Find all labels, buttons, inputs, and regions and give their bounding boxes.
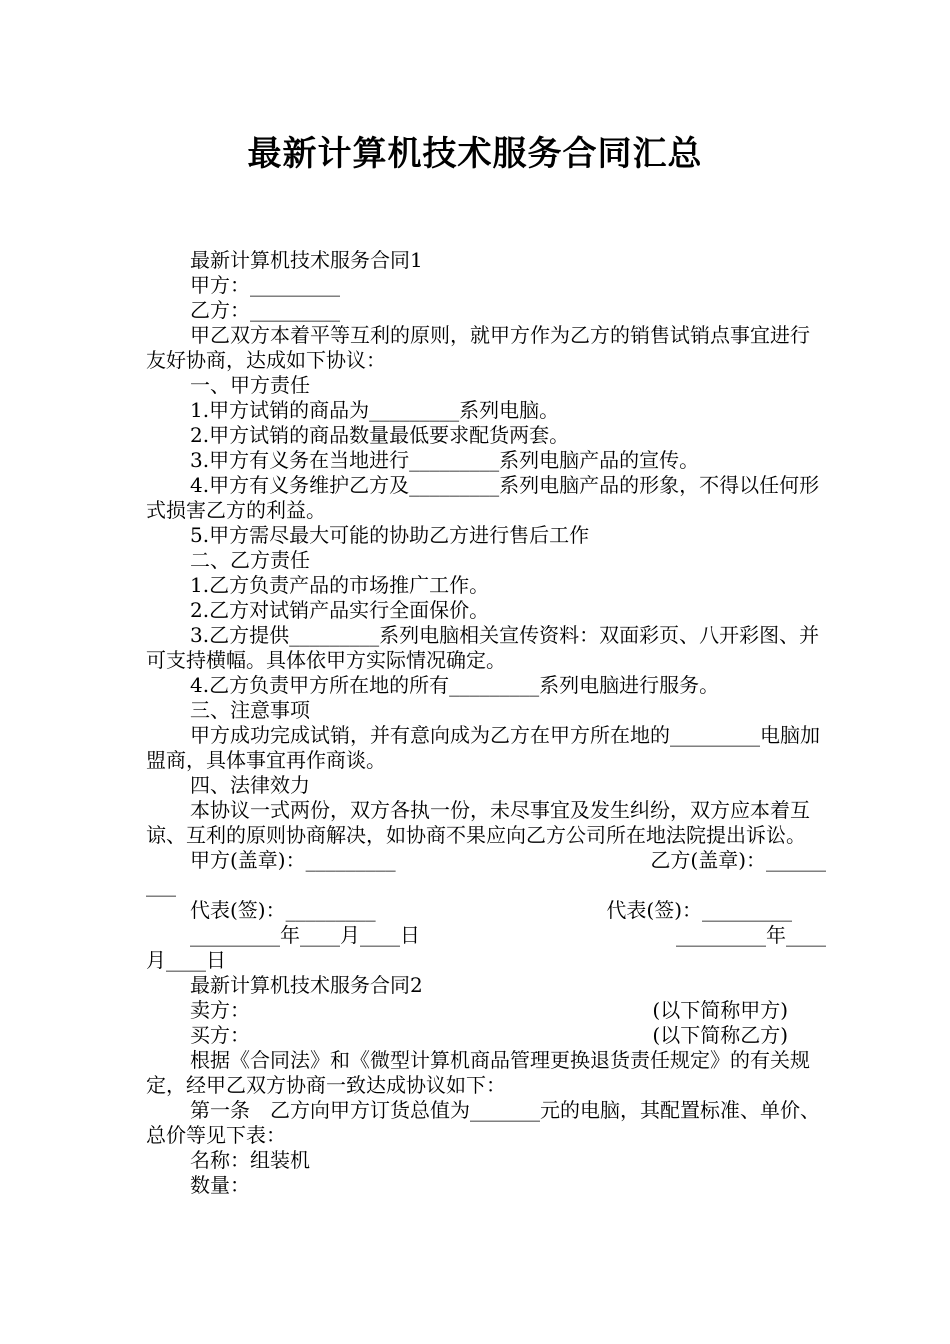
section2-item: 1.乙方负责产品的市场推广工作。 bbox=[190, 573, 490, 597]
product-name: 名称：组装机 bbox=[190, 1148, 310, 1172]
section1-item: 3.甲方有义务在当地进行_________系列电脑产品的宣传。 bbox=[190, 448, 700, 472]
contract2-heading: 最新计算机技术服务合同2 bbox=[190, 973, 423, 997]
contract2-intro: 根据《合同法》和《微型计算机商品管理更换退货责任规定》的有关规定，经甲乙双方协商一致达成协议如下： bbox=[146, 1048, 810, 1097]
section3-text: 甲方成功完成试销，并有意向成为乙方在甲方所在地的_________电脑加盟商，具体事宜再作商谈。 bbox=[146, 723, 820, 772]
section1-title: 一、甲方责任 bbox=[190, 373, 310, 397]
section2-item: 4.乙方负责甲方所在地的所有_________系列电脑进行服务。 bbox=[190, 673, 720, 697]
party-b-date: _________年____ bbox=[676, 923, 826, 947]
party-b-line: 乙方：_________ bbox=[190, 298, 340, 322]
contract1-heading: 最新计算机技术服务合同1 bbox=[190, 248, 423, 272]
section1-item: 2.甲方试销的商品数量最低要求配货两套。 bbox=[190, 423, 570, 447]
seller-row bbox=[146, 998, 826, 1023]
section4-title: 四、法律效力 bbox=[190, 773, 310, 797]
buyer-note: (以下简称乙方) bbox=[652, 1023, 788, 1047]
date-row bbox=[146, 923, 826, 948]
party-a-representative: 代表(签)：_________ bbox=[190, 898, 376, 922]
party-b-representative: 代表(签)：_________ bbox=[606, 898, 792, 922]
buyer-row bbox=[146, 1023, 826, 1048]
section2-item: 3.乙方提供_________系列电脑相关宣传资料：双面彩页、八开彩图、并可支持横幅。具体依甲方实际情况确定。 bbox=[146, 623, 820, 672]
document-title: 最新计算机技术服务合同汇总 bbox=[247, 134, 703, 174]
contract2-article1: 第一条 乙方向甲方订货总值为_______元的电脑，其配置标准、单价、总价等见下表： bbox=[146, 1098, 820, 1147]
section4-text: 本协议一式两份，双方各执一份，未尽事宜及发生纠纷，双方应本着互谅、互利的原则协商解决，如协商不果应向乙方公司所在地法院提出诉讼。 bbox=[146, 798, 810, 847]
section3-title: 三、注意事项 bbox=[190, 698, 310, 722]
seller-label: 卖方： bbox=[190, 998, 250, 1022]
representative-row bbox=[146, 898, 826, 923]
seller-note: (以下简称甲方) bbox=[652, 998, 788, 1022]
party-a-seal: 甲方(盖章)：_________ bbox=[190, 848, 396, 872]
section1-item: 5.甲方需尽最大可能的协助乙方进行售后工作 bbox=[190, 523, 590, 547]
section2-item: 2.乙方对试销产品实行全面保价。 bbox=[190, 598, 490, 622]
party-b-seal: 乙方(盖章)：______ bbox=[650, 848, 826, 872]
party-a-line: 甲方：_________ bbox=[190, 273, 340, 297]
party-a-date: _________年____月____日 bbox=[190, 923, 420, 947]
seal-row bbox=[146, 848, 826, 873]
buyer-label: 买方： bbox=[190, 1023, 250, 1047]
product-quantity: 数量： bbox=[190, 1173, 250, 1197]
party-b-seal-continued: ___ bbox=[146, 873, 176, 897]
section2-title: 二、乙方责任 bbox=[190, 548, 310, 572]
party-b-date-continued: 月____日 bbox=[146, 948, 226, 972]
document-body bbox=[146, 248, 826, 1198]
contract1-intro: 甲乙双方本着平等互利的原则，就甲方作为乙方的销售试销点事宜进行友好协商，达成如下协议： bbox=[146, 323, 810, 372]
section1-item: 4.甲方有义务维护乙方及_________系列电脑产品的形象，不得以任何形式损害乙方的利益。 bbox=[146, 473, 820, 522]
section1-item: 1.甲方试销的商品为_________系列电脑。 bbox=[190, 398, 560, 422]
